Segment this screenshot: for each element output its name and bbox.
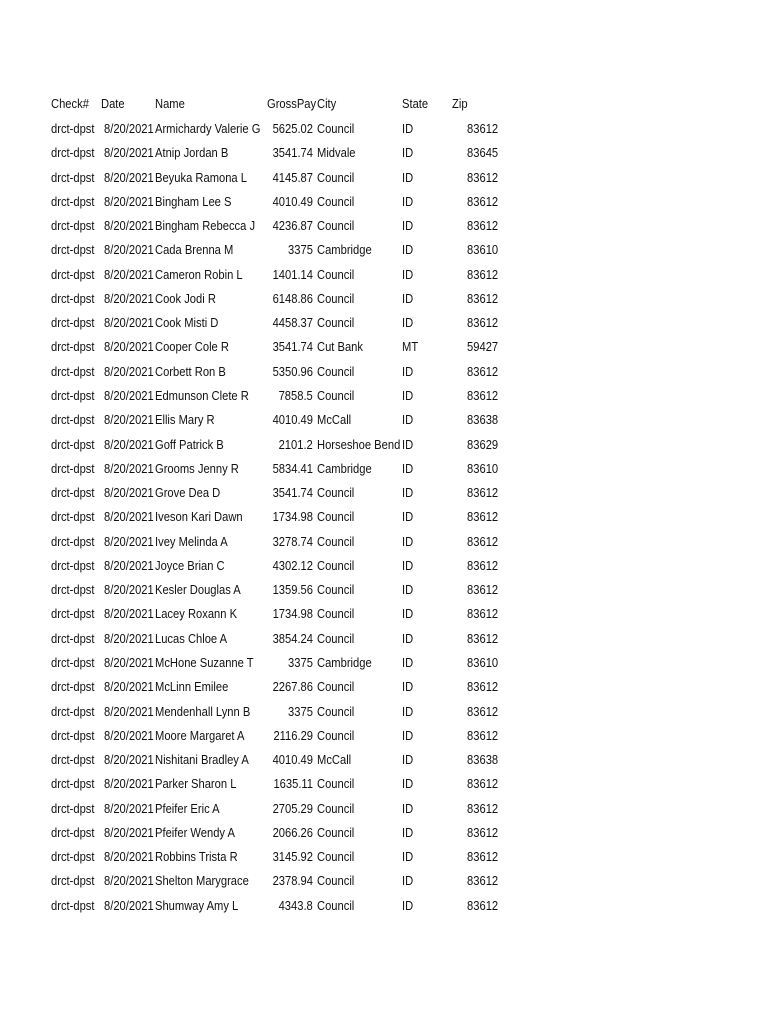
- cell-zip: 83612: [466, 897, 498, 913]
- cell-state: ID: [402, 193, 414, 209]
- cell-city: Council: [317, 266, 355, 282]
- cell-city: Cambridge: [317, 242, 372, 258]
- cell-check: drct-dpst: [51, 485, 95, 501]
- cell-state: ID: [402, 849, 414, 865]
- cell-city: Cambridge: [317, 460, 372, 476]
- cell-check: drct-dpst: [51, 266, 95, 282]
- cell-gross-pay: 4302.12: [272, 557, 313, 573]
- cell-zip: 83612: [466, 121, 498, 136]
- cell-check: drct-dpst: [51, 315, 95, 331]
- cell-name: Ivey Melinda A: [155, 533, 228, 549]
- header-check: Check#: [51, 96, 89, 111]
- cell-zip: 83612: [466, 533, 498, 549]
- cell-name: Corbett Ron B: [155, 363, 226, 379]
- cell-name: Pfeifer Wendy A: [155, 824, 235, 840]
- cell-date: 8/20/2021: [104, 654, 154, 670]
- cell-city: Council: [317, 363, 355, 379]
- cell-state: ID: [402, 606, 414, 622]
- cell-city: Council: [317, 533, 355, 549]
- cell-gross-pay: 2705.29: [272, 800, 313, 816]
- cell-zip: 83610: [466, 654, 498, 670]
- cell-city: Council: [317, 121, 355, 136]
- cell-gross-pay: 3541.74: [272, 485, 313, 501]
- cell-state: ID: [402, 582, 414, 598]
- cell-zip: 83629: [466, 436, 498, 452]
- cell-date: 8/20/2021: [104, 824, 154, 840]
- cell-check: drct-dpst: [51, 849, 95, 865]
- cell-zip: 83645: [466, 145, 498, 161]
- cell-state: ID: [402, 800, 414, 816]
- cell-city: Council: [317, 315, 355, 331]
- cell-check: drct-dpst: [51, 169, 95, 185]
- cell-name: Cameron Robin L: [155, 266, 243, 282]
- cell-name: Cada Brenna M: [155, 242, 234, 258]
- cell-city: Council: [317, 388, 355, 403]
- cell-zip: 83612: [466, 363, 498, 379]
- cell-city: Cut Bank: [317, 339, 363, 355]
- cell-check: drct-dpst: [51, 824, 95, 840]
- cell-city: Council: [317, 582, 355, 598]
- cell-state: ID: [402, 290, 414, 306]
- cell-gross-pay: 1359.56: [272, 582, 313, 598]
- cell-check: drct-dpst: [51, 242, 95, 258]
- cell-city: Council: [317, 703, 355, 719]
- cell-gross-pay: 3375: [288, 703, 313, 719]
- cell-zip: 83612: [466, 873, 498, 889]
- cell-check: drct-dpst: [51, 654, 95, 670]
- cell-zip: 83612: [466, 266, 498, 282]
- cell-zip: 59427: [466, 339, 498, 355]
- cell-check: drct-dpst: [51, 533, 95, 549]
- cell-name: Bingham Lee S: [155, 193, 232, 209]
- cell-gross-pay: 3854.24: [272, 630, 313, 646]
- cell-state: ID: [402, 679, 414, 695]
- cell-state: ID: [402, 557, 414, 573]
- cell-zip: 83612: [466, 557, 498, 573]
- cell-date: 8/20/2021: [104, 533, 154, 549]
- cell-date: 8/20/2021: [104, 436, 154, 452]
- cell-name: Mendenhall Lynn B: [155, 703, 251, 719]
- cell-date: 8/20/2021: [104, 485, 154, 501]
- cell-zip: 83612: [466, 388, 498, 403]
- cell-gross-pay: 6148.86: [272, 290, 313, 306]
- cell-check: drct-dpst: [51, 582, 95, 598]
- cell-state: ID: [402, 169, 414, 185]
- cell-date: 8/20/2021: [104, 849, 154, 865]
- cell-state: ID: [402, 654, 414, 670]
- cell-name: Beyuka Ramona L: [155, 169, 247, 185]
- cell-zip: 83612: [466, 630, 498, 646]
- cell-date: 8/20/2021: [104, 800, 154, 816]
- cell-date: 8/20/2021: [104, 290, 154, 306]
- cell-gross-pay: 4010.49: [272, 193, 313, 209]
- cell-state: ID: [402, 266, 414, 282]
- cell-state: ID: [402, 509, 414, 525]
- cell-gross-pay: 7858.5: [278, 388, 313, 403]
- cell-gross-pay: 1734.98: [272, 606, 313, 622]
- cell-state: ID: [402, 388, 414, 403]
- cell-date: 8/20/2021: [104, 388, 154, 403]
- cell-name: Iveson Kari Dawn: [155, 509, 243, 525]
- cell-gross-pay: 4010.49: [272, 412, 313, 428]
- cell-zip: 83638: [466, 752, 498, 767]
- cell-state: ID: [402, 727, 414, 743]
- cell-name: Lacey Roxann K: [155, 606, 238, 622]
- cell-gross-pay: 3375: [288, 654, 313, 670]
- cell-zip: 83612: [466, 727, 498, 743]
- cell-check: drct-dpst: [51, 776, 95, 792]
- cell-city: Council: [317, 218, 355, 234]
- cell-city: Council: [317, 776, 355, 792]
- cell-state: ID: [402, 897, 414, 913]
- cell-date: 8/20/2021: [104, 727, 154, 743]
- cell-state: ID: [402, 242, 414, 258]
- cell-check: drct-dpst: [51, 339, 95, 355]
- header-city: City: [317, 96, 337, 111]
- cell-zip: 83612: [466, 606, 498, 622]
- cell-city: Horseshoe Bend: [317, 436, 401, 452]
- cell-date: 8/20/2021: [104, 776, 154, 792]
- cell-zip: 83612: [466, 800, 498, 816]
- cell-zip: 83610: [466, 460, 498, 476]
- cell-check: drct-dpst: [51, 145, 95, 161]
- cell-state: ID: [402, 752, 414, 767]
- cell-gross-pay: 2378.94: [272, 873, 313, 889]
- cell-gross-pay: 1401.14: [272, 266, 313, 282]
- cell-city: Council: [317, 290, 355, 306]
- cell-state: ID: [402, 412, 414, 428]
- cell-state: ID: [402, 145, 414, 161]
- cell-date: 8/20/2021: [104, 315, 154, 331]
- cell-date: 8/20/2021: [104, 121, 154, 136]
- cell-zip: 83612: [466, 703, 498, 719]
- cell-zip: 83612: [466, 679, 498, 695]
- cell-zip: 83612: [466, 169, 498, 185]
- cell-name: Cook Misti D: [155, 315, 219, 331]
- cell-city: Council: [317, 679, 355, 695]
- cell-check: drct-dpst: [51, 557, 95, 573]
- cell-zip: 83612: [466, 849, 498, 865]
- cell-city: Council: [317, 630, 355, 646]
- cell-zip: 83610: [466, 242, 498, 258]
- cell-date: 8/20/2021: [104, 412, 154, 428]
- cell-check: drct-dpst: [51, 436, 95, 452]
- cell-zip: 83612: [466, 290, 498, 306]
- cell-gross-pay: 2066.26: [272, 824, 313, 840]
- cell-date: 8/20/2021: [104, 169, 154, 185]
- cell-check: drct-dpst: [51, 679, 95, 695]
- cell-state: ID: [402, 533, 414, 549]
- cell-check: drct-dpst: [51, 460, 95, 476]
- cell-city: Council: [317, 824, 355, 840]
- cell-name: Edmunson Clete R: [155, 388, 249, 403]
- cell-name: Moore Margaret A: [155, 727, 245, 743]
- cell-gross-pay: 3541.74: [272, 145, 313, 161]
- cell-date: 8/20/2021: [104, 242, 154, 258]
- cell-gross-pay: 3278.74: [272, 533, 313, 549]
- cell-check: drct-dpst: [51, 509, 95, 525]
- cell-state: ID: [402, 630, 414, 646]
- cell-city: Council: [317, 193, 355, 209]
- cell-date: 8/20/2021: [104, 218, 154, 234]
- header-date: Date: [101, 96, 125, 111]
- cell-check: drct-dpst: [51, 218, 95, 234]
- cell-gross-pay: 4343.8: [278, 897, 313, 913]
- cell-check: drct-dpst: [51, 290, 95, 306]
- cell-gross-pay: 2267.86: [272, 679, 313, 695]
- cell-city: Midvale: [317, 145, 356, 161]
- cell-state: ID: [402, 218, 414, 234]
- cell-gross-pay: 4458.37: [272, 315, 313, 331]
- cell-gross-pay: 5350.96: [272, 363, 313, 379]
- cell-gross-pay: 1734.98: [272, 509, 313, 525]
- cell-name: Lucas Chloe A: [155, 630, 228, 646]
- cell-state: ID: [402, 363, 414, 379]
- cell-name: Bingham Rebecca J: [155, 218, 256, 234]
- cell-state: ID: [402, 436, 414, 452]
- cell-zip: 83612: [466, 824, 498, 840]
- cell-gross-pay: 5625.02: [272, 121, 313, 136]
- cell-state: ID: [402, 460, 414, 476]
- cell-date: 8/20/2021: [104, 897, 154, 913]
- cell-check: drct-dpst: [51, 873, 95, 889]
- cell-gross-pay: 4010.49: [272, 752, 313, 767]
- cell-date: 8/20/2021: [104, 582, 154, 598]
- cell-gross-pay: 2101.2: [278, 436, 313, 452]
- cell-name: McLinn Emilee: [155, 679, 229, 695]
- cell-name: Atnip Jordan B: [155, 145, 229, 161]
- cell-name: Ellis Mary R: [155, 412, 215, 428]
- cell-name: Cooper Cole R: [155, 339, 229, 355]
- cell-gross-pay: 4145.87: [272, 169, 313, 185]
- cell-city: Council: [317, 169, 355, 185]
- cell-check: drct-dpst: [51, 388, 95, 403]
- cell-state: ID: [402, 776, 414, 792]
- cell-city: Council: [317, 485, 355, 501]
- cell-state: ID: [402, 485, 414, 501]
- cell-check: drct-dpst: [51, 897, 95, 913]
- header-name: Name: [155, 96, 185, 111]
- cell-city: Council: [317, 849, 355, 865]
- cell-city: Council: [317, 509, 355, 525]
- cell-date: 8/20/2021: [104, 339, 154, 355]
- cell-date: 8/20/2021: [104, 752, 154, 767]
- cell-city: McCall: [317, 752, 352, 767]
- cell-name: Armichardy Valerie G: [155, 121, 261, 136]
- cell-state: ID: [402, 121, 414, 136]
- cell-zip: 83612: [466, 315, 498, 331]
- cell-city: Cambridge: [317, 654, 372, 670]
- header-state: State: [402, 96, 429, 111]
- cell-gross-pay: 4236.87: [272, 218, 313, 234]
- cell-zip: 83612: [466, 485, 498, 501]
- cell-date: 8/20/2021: [104, 193, 154, 209]
- cell-name: Shumway Amy L: [155, 897, 239, 913]
- cell-city: McCall: [317, 412, 352, 428]
- cell-state: ID: [402, 315, 414, 331]
- cell-zip: 83612: [466, 776, 498, 792]
- cell-name: McHone Suzanne T: [155, 654, 254, 670]
- cell-city: Council: [317, 897, 355, 913]
- cell-state: ID: [402, 703, 414, 719]
- cell-date: 8/20/2021: [104, 145, 154, 161]
- cell-check: drct-dpst: [51, 412, 95, 428]
- cell-check: drct-dpst: [51, 630, 95, 646]
- cell-zip: 83638: [466, 412, 498, 428]
- cell-gross-pay: 3541.74: [272, 339, 313, 355]
- cell-check: drct-dpst: [51, 606, 95, 622]
- cell-date: 8/20/2021: [104, 606, 154, 622]
- cell-check: drct-dpst: [51, 752, 95, 767]
- cell-city: Council: [317, 606, 355, 622]
- cell-check: drct-dpst: [51, 800, 95, 816]
- cell-date: 8/20/2021: [104, 873, 154, 889]
- cell-check: drct-dpst: [51, 703, 95, 719]
- cell-name: Shelton Marygrace: [155, 873, 249, 889]
- cell-name: Grooms Jenny R: [155, 460, 239, 476]
- cell-gross-pay: 3145.92: [272, 849, 313, 865]
- cell-date: 8/20/2021: [104, 679, 154, 695]
- cell-city: Council: [317, 873, 355, 889]
- cell-name: Kesler Douglas A: [155, 582, 241, 598]
- cell-gross-pay: 2116.29: [273, 727, 313, 743]
- cell-name: Nishitani Bradley A: [155, 752, 249, 767]
- cell-city: Council: [317, 727, 355, 743]
- cell-gross-pay: 1635.11: [273, 776, 313, 792]
- cell-check: drct-dpst: [51, 121, 95, 136]
- cell-city: Council: [317, 557, 355, 573]
- cell-gross-pay: 3375: [288, 242, 313, 258]
- cell-city: Council: [317, 800, 355, 816]
- cell-date: 8/20/2021: [104, 557, 154, 573]
- cell-state: ID: [402, 873, 414, 889]
- cell-check: drct-dpst: [51, 193, 95, 209]
- cell-name: Cook Jodi R: [155, 290, 216, 306]
- cell-date: 8/20/2021: [104, 630, 154, 646]
- cell-check: drct-dpst: [51, 727, 95, 743]
- cell-name: Parker Sharon L: [155, 776, 237, 792]
- cell-zip: 83612: [466, 218, 498, 234]
- header-gross-pay: GrossPay: [267, 96, 317, 111]
- cell-zip: 83612: [466, 193, 498, 209]
- cell-name: Pfeifer Eric A: [155, 800, 220, 816]
- cell-date: 8/20/2021: [104, 460, 154, 476]
- header-zip: Zip: [452, 96, 468, 111]
- cell-check: drct-dpst: [51, 363, 95, 379]
- cell-name: Joyce Brian C: [155, 557, 225, 573]
- cell-name: Goff Patrick B: [155, 436, 224, 452]
- cell-zip: 83612: [466, 509, 498, 525]
- cell-date: 8/20/2021: [104, 509, 154, 525]
- cell-state: MT: [402, 339, 419, 355]
- cell-date: 8/20/2021: [104, 703, 154, 719]
- cell-date: 8/20/2021: [104, 363, 154, 379]
- cell-gross-pay: 5834.41: [272, 460, 313, 476]
- cell-zip: 83612: [466, 582, 498, 598]
- cell-name: Grove Dea D: [155, 485, 221, 501]
- cell-state: ID: [402, 824, 414, 840]
- cell-name: Robbins Trista R: [155, 849, 238, 865]
- cell-date: 8/20/2021: [104, 266, 154, 282]
